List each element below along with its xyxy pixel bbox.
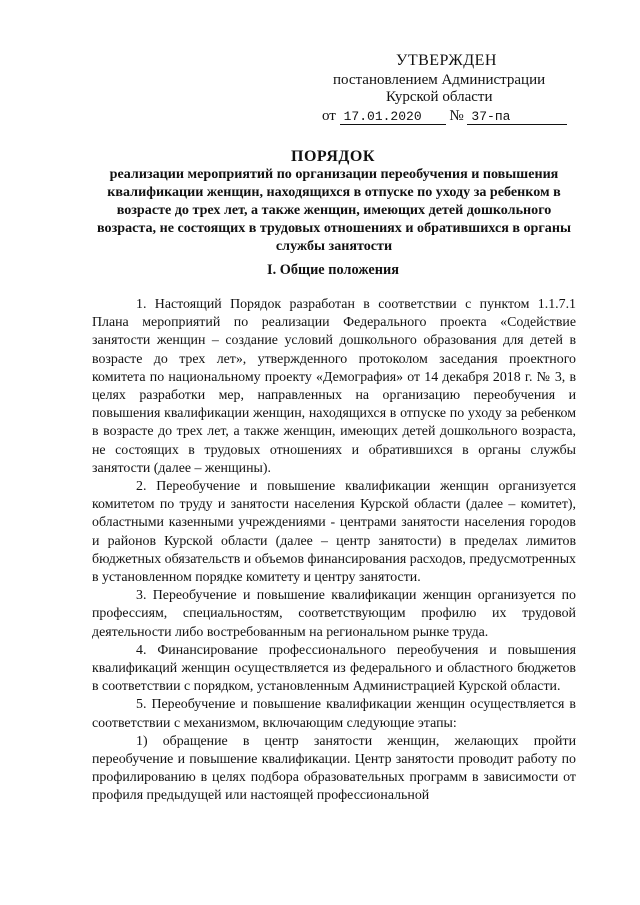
paragraph-1: 1. Настоящий Порядок разработан в соответствии с пунктом 1.1.7.1 Плана мероприятий по реализации Федерального проекта «Содействие занятости женщин – создание условий дошкольного образования для детей в возрасте до трех лет», утвержденного протоколом заседания проектного комитета по национальному проекту «Демография» от 14 декабря 2018 г. № 3, в целях разработки мер, направленных на организацию переобучения и повышения квалификации женщин, находящихся в отпуске по уходу за ребенком в возрасте до трех лет, а также женщин, имеющих детей дошкольного возраста, не состоящих в трудовых отношениях и обратившихся в органы службы занятости (далее – женщины).	[92, 297, 576, 476]
approval-number: 37-па	[467, 109, 567, 125]
paragraph-2: 2. Переобучение и повышение квалификации женщин организуется комитетом по труду и занятости населения Курской области (далее – комитет), областными казенными учреждениями - центрами занятости населения городов и районов Курской области (далее – центр занятости) в пределах лимитов бюджетных обязательств и объемов финансирования расходов, предусмотренных в установленном порядке комитету и центру занятости.	[92, 479, 576, 586]
document-body	[92, 296, 576, 806]
approval-date-line	[300, 108, 600, 125]
paragraph-3: 3. Переобучение и повышение квалификации женщин организуется по профессиям, специальностям, соответствующим профилю их трудовой деятельности либо востребованным на региональном рынке труда.	[92, 588, 576, 640]
section-heading: I. Общие положения	[267, 262, 399, 278]
document-title: ПОРЯДОК	[291, 148, 375, 165]
paragraph-6: 1) обращение в центр занятости женщин, желающих пройти переобучение и повышение квалификации. Центр занятости проводит работу по профилированию в целях подбора образовательных программ в зависимости от профиля предыдущей или настоящей профессиональной	[92, 733, 576, 804]
paragraph-4: 4. Финансирование профессионального переобучения и повышения квалификаций женщин осуществляется из федерального и областного бюджетов в соответствии с порядком, установленным Администрацией Курской области.	[92, 642, 576, 695]
paragraph-5: 5. Переобучение и повышение квалификации женщин осуществляется в соответствии с механизмом, включающим следующие этапы:	[92, 697, 576, 731]
approval-date: 17.01.2020	[340, 109, 446, 125]
approval-block	[300, 52, 600, 125]
approval-issuer: постановлением Администрации	[333, 72, 546, 88]
number-prefix: №	[449, 108, 464, 124]
date-prefix: от	[322, 108, 336, 124]
approval-stamp: УТВЕРЖДЕН	[396, 52, 497, 69]
approval-region: Курской области	[386, 89, 493, 105]
document-subtitle: реализации мероприятий по организации переобучения и повышения квалификации женщин, находящихся в отпуске по уходу за ребенком в возрасте до трех лет, а также женщин, имеющих детей дошкольного возраста, не состоящих в трудовых отношениях и обратившихся в органы службы занятости	[97, 166, 571, 254]
